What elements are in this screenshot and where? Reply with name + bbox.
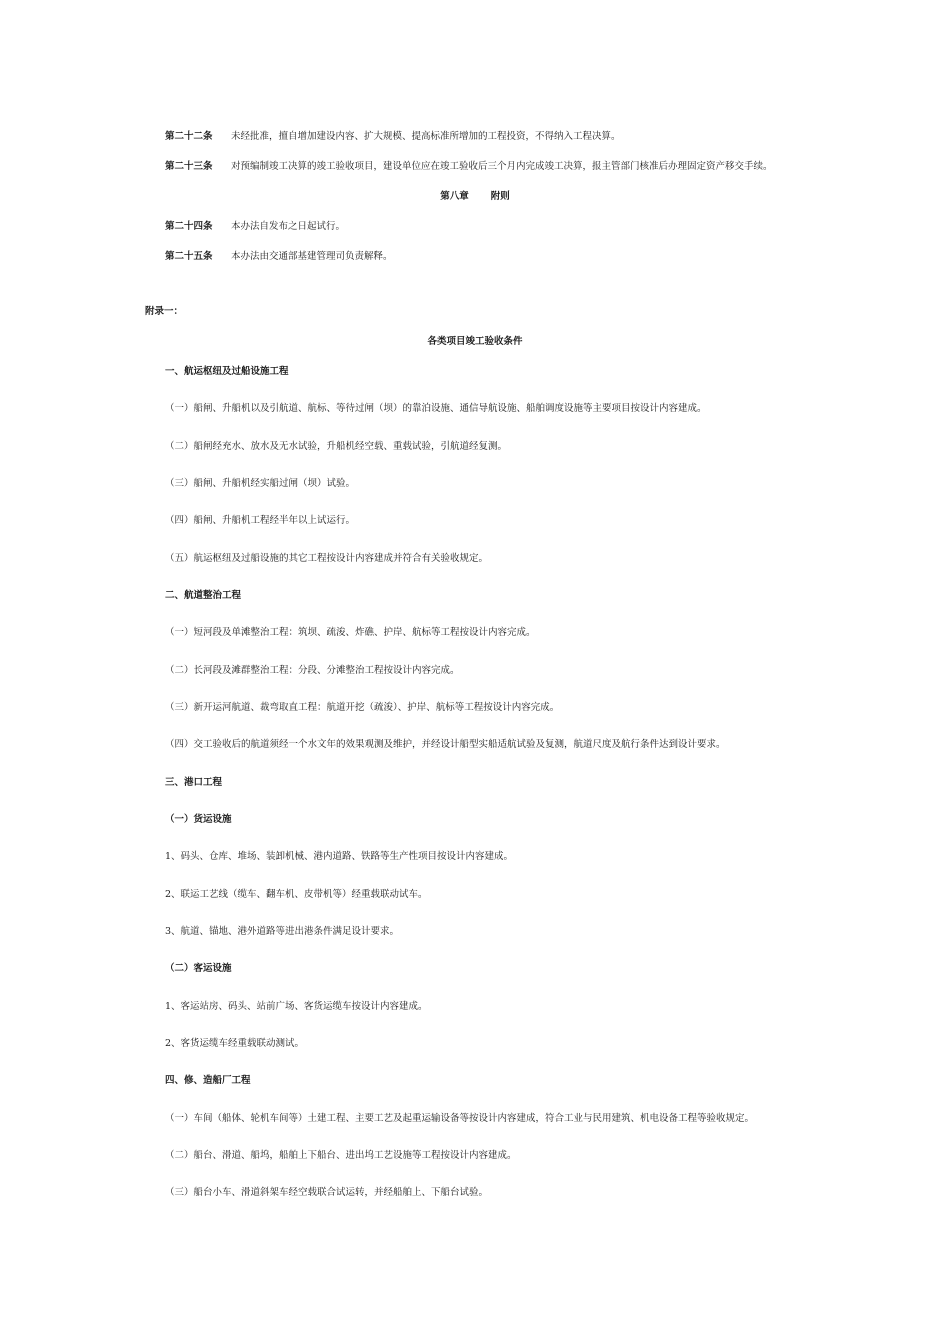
list-item: 1、码头、仓库、堆场、装卸机械、港内道路、铁路等生产性项目按设计内容建成。 [165,851,514,862]
list-item: （二）船台、滑道、船坞，船舶上下船台、进出坞工艺设施等工程按设计内容建成。 [165,1150,517,1161]
list-item: 3、航道、锚地、港外道路等进出港条件满足设计要求。 [165,926,400,937]
list-item: （三）船闸、升船机经实船过闸（坝）试验。 [165,478,356,489]
list-item: （一）船闸、升船机以及引航道、航标、等待过闸（坝）的靠泊设施、通信导航设施、船舶调度设施等主要项目按设计内容建成。 [165,403,707,414]
subsection-heading: （二）客运设施 [165,963,232,974]
chapter-heading [0,190,950,204]
article-22 [165,130,621,144]
subsection-heading: （一）货运设施 [165,814,232,825]
appendix-title: 各类项目竣工验收条件 [427,336,523,347]
article-text: 本办法由交通部基建管理司负责解释。 [231,251,393,262]
list-item: （五）航运枢纽及过船设施的其它工程按设计内容建成并符合有关验收规定。 [165,553,489,564]
list-item: （一）短河段及单滩整治工程：筑坝、疏浚、炸礁、护岸、航标等工程按设计内容完成。 [165,627,536,638]
list-item: 2、联运工艺线（缆车、翻车机、皮带机等）经重载联动试车。 [165,889,428,900]
section-heading: 二、航道整治工程 [165,590,242,601]
article-text: 对预编制竣工决算的竣工验收项目，建设单位应在竣工验收后三个月内完成竣工决算，报主管部门核准后办理固定资产移交手续。 [231,161,773,172]
list-item: （四）交工验收后的航道须经一个水文年的效果观测及维护，并经设计船型实船适航试验及复测，航道尺度及航行条件达到设计要求。 [165,739,726,750]
chapter-label: 第八章 [440,191,469,202]
article-25 [165,250,393,264]
list-item: 2、客货运缆车经重载联动测试。 [165,1038,305,1049]
list-item: （四）船闸、升船机工程经半年以上试运行。 [165,515,356,526]
section-heading: 一、航运枢纽及过船设施工程 [165,366,289,377]
appendix-label: 附录一： [145,306,184,317]
article-number: 第二十五条 [165,251,213,262]
list-item: （三）船台小车、滑道斜架车经空载联合试运转，并经船舶上、下船台试验。 [165,1187,489,1198]
list-item: 1、客运站房、码头、站前广场、客货运缆车按设计内容建成。 [165,1001,428,1012]
section-heading: 三、港口工程 [165,777,223,788]
article-23 [165,160,773,174]
article-number: 第二十二条 [165,131,213,142]
list-item: （二）船闸经充水、放水及无水试验，升船机经空载、重载试验，引航道经复测。 [165,441,508,452]
section-heading: 四、修、造船厂工程 [165,1075,251,1086]
list-item: （一）车间（船体、轮机车间等）土建工程、主要工艺及起重运输设备等按设计内容建成，符合工业与民用建筑、机电设备工程等验收规定。 [165,1113,755,1124]
list-item: （二）长河段及滩群整治工程：分段、分滩整治工程按设计内容完成。 [165,665,460,676]
article-text: 未经批准，擅自增加建设内容、扩大规模、提高标准所增加的工程投资，不得纳入工程决算。 [231,131,621,142]
article-24 [165,220,345,234]
article-number: 第二十三条 [165,161,213,172]
article-number: 第二十四条 [165,221,213,232]
chapter-title: 附则 [490,191,510,202]
list-item: （三）新开运河航道、裁弯取直工程：航道开挖（疏浚）、护岸、航标等工程按设计内容完成。 [165,702,560,713]
article-text: 本办法自发布之日起试行。 [231,221,346,232]
